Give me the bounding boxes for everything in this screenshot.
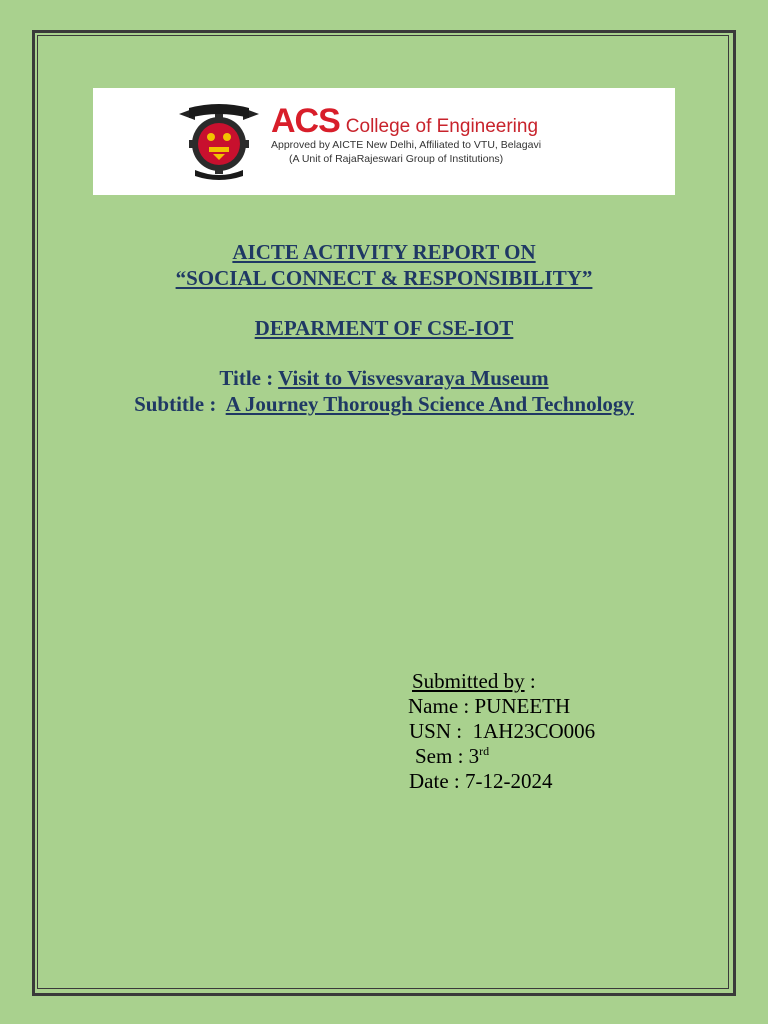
report-subtitle: [0, 392, 768, 417]
usn-value: 1AH23CO006: [472, 719, 596, 743]
usn-label: USN :: [409, 719, 473, 743]
sem-suffix: rd: [479, 744, 490, 758]
brand-college-name: College of Engineering: [345, 116, 539, 137]
college-emblem-icon: [173, 102, 265, 182]
date-line: [409, 769, 552, 794]
brand-short-name: ACS: [271, 102, 340, 140]
college-logo-banner: [93, 88, 675, 195]
brand-unit-line: (A Unit of RajaRajeswari Group of Institutions): [289, 153, 504, 165]
sem-label: Sem :: [415, 744, 469, 768]
subtitle-value: A Journey Thorough Science And Technology: [225, 392, 634, 416]
title-value: Visit to Visvesvaraya Museum: [278, 366, 549, 390]
department-heading: [0, 316, 768, 341]
name-label: Name :: [408, 694, 475, 718]
report-heading-line1-text: AICTE ACTIVITY REPORT ON: [232, 240, 536, 264]
report-heading-line1: [0, 240, 768, 265]
report-heading-line2: [0, 266, 768, 291]
name-value: PUNEETH: [474, 694, 571, 718]
submitted-by-line: [412, 669, 536, 694]
department-text: DEPARMENT OF CSE-IOT: [254, 316, 514, 340]
date-value: 7-12-2024: [464, 769, 553, 793]
sem-value: 3: [468, 744, 480, 768]
brand-approval-line: Approved by AICTE New Delhi, Affiliated to VTU, Belagavi: [271, 139, 542, 151]
name-line: [408, 694, 570, 719]
title-label: Title :: [219, 366, 279, 390]
submitted-by-label: Submitted by: [412, 669, 525, 693]
date-label: Date :: [409, 769, 465, 793]
subtitle-label: Subtitle :: [134, 392, 226, 416]
report-title: [0, 366, 768, 391]
college-brand: [271, 102, 538, 141]
report-heading-line2-text: “SOCIAL CONNECT & RESPONSIBILITY”: [175, 266, 593, 290]
sem-line: [415, 744, 489, 769]
submitted-by-colon: :: [524, 669, 536, 693]
usn-line: [409, 719, 595, 744]
